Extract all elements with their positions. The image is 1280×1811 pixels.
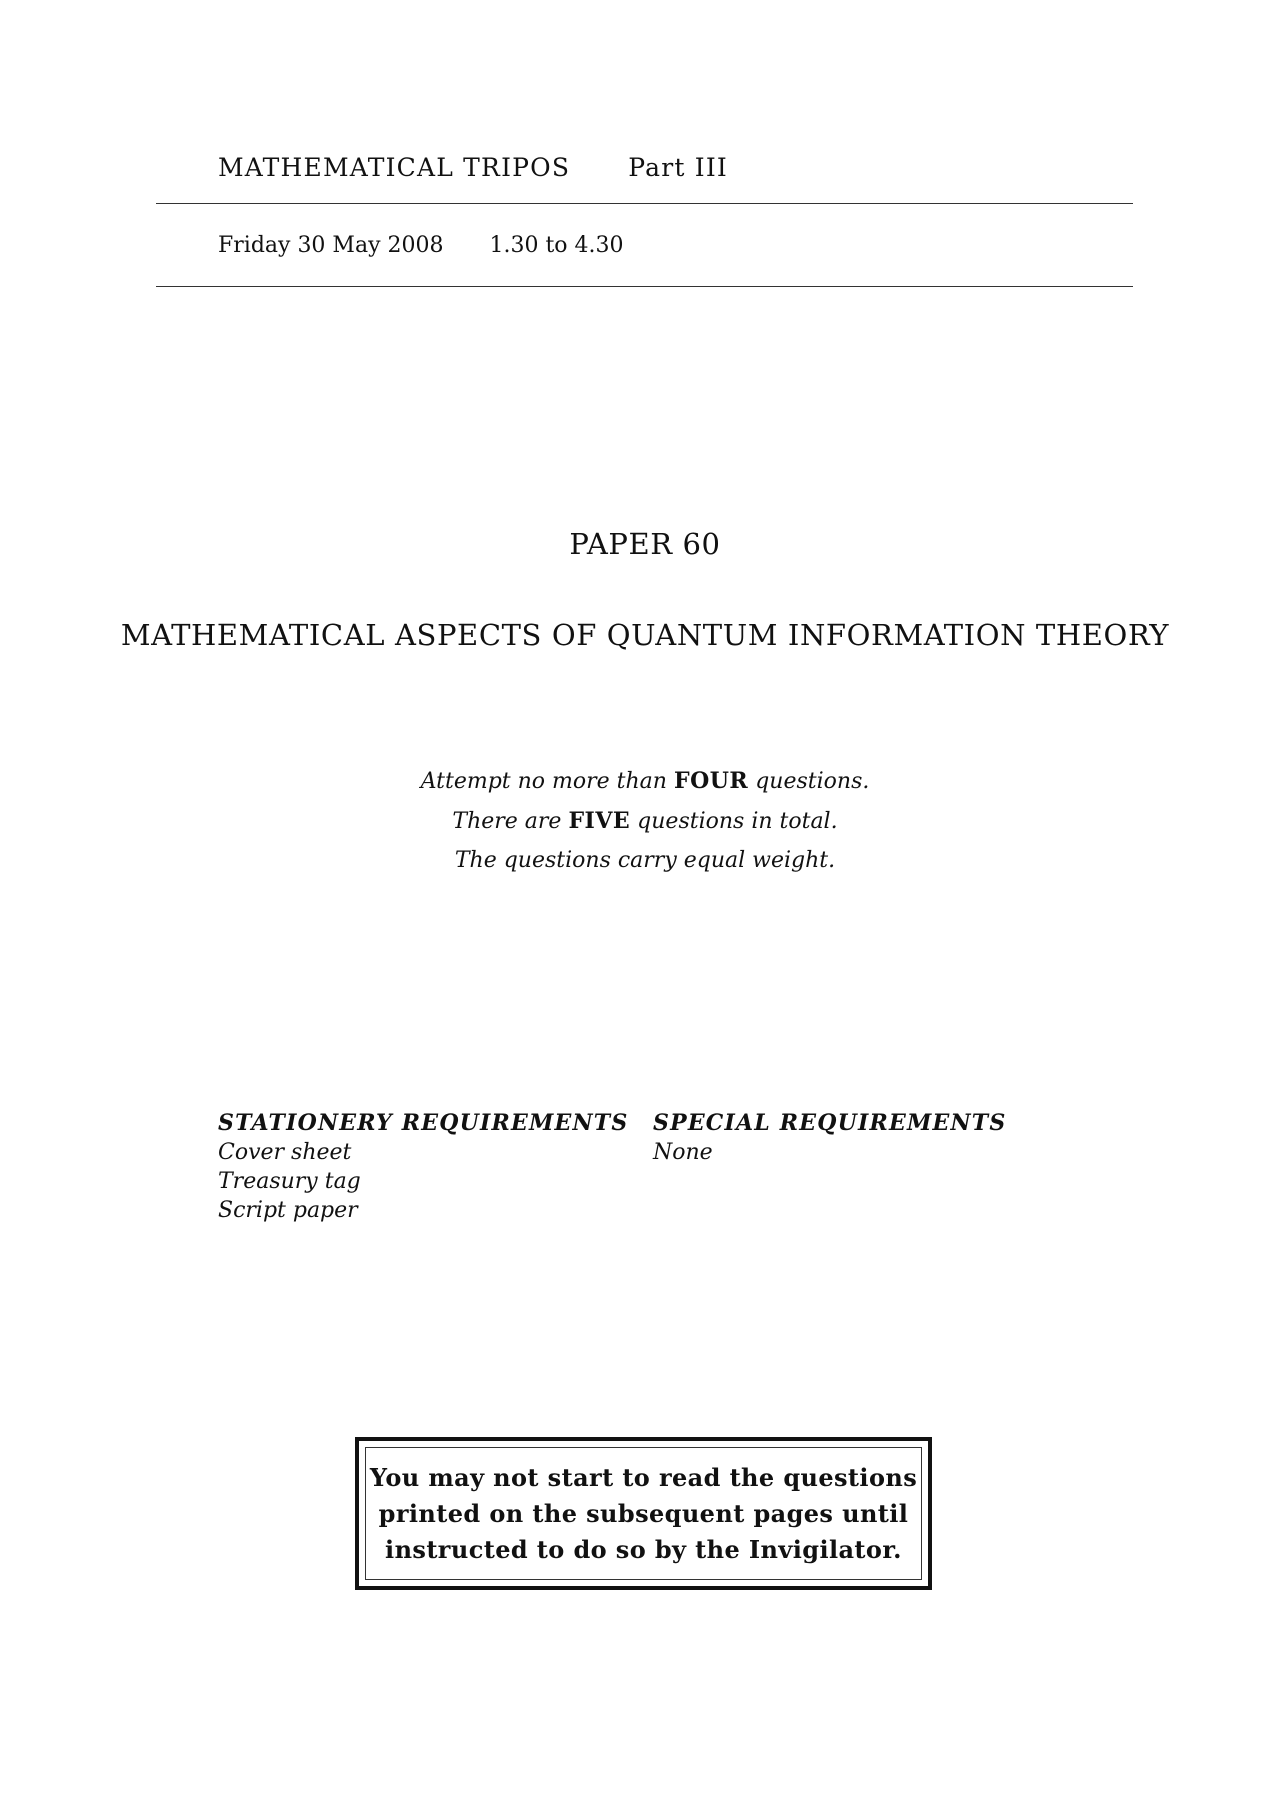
paper-number: PAPER 60: [569, 527, 721, 561]
instruction-text: questions.: [748, 769, 870, 794]
notice-line: instructed to do so by the Invigilator.: [385, 1534, 902, 1564]
instruction-text: questions in total.: [630, 809, 838, 834]
invigilator-notice-box: [355, 1437, 932, 1590]
instruction-line: [0, 808, 1280, 834]
special-item: None: [653, 1140, 713, 1165]
header-divider-bottom: [156, 286, 1133, 287]
stationery-heading: STATIONERY REQUIREMENTS: [218, 1110, 629, 1136]
tripos-title: MATHEMATICAL TRIPOS: [218, 153, 571, 182]
notice-inner-frame: [365, 1447, 922, 1580]
notice-line: printed on the subsequent pages until: [378, 1498, 909, 1528]
stationery-item: Cover sheet: [218, 1140, 352, 1165]
stationery-item: Treasury tag: [218, 1169, 361, 1194]
exam-header: [218, 153, 728, 182]
notice-text: [370, 1460, 917, 1568]
exam-time: 1.30 to 4.30: [489, 233, 624, 258]
stationery-item: Script paper: [218, 1198, 358, 1223]
instruction-text: The questions carry equal weight.: [454, 848, 836, 873]
instruction-text: There are: [452, 809, 569, 834]
paper-title: MATHEMATICAL ASPECTS OF QUANTUM INFORMATION THEORY: [120, 618, 1170, 652]
instruction-text: Attempt no more than: [420, 769, 674, 794]
tripos-part: Part III: [628, 153, 728, 182]
exam-date: Friday 30 May 2008: [218, 233, 444, 258]
notice-line: You may not start to read the questions: [369, 1462, 918, 1492]
instruction-line: [0, 768, 1280, 794]
instruction-emphasis: FIVE: [568, 808, 631, 834]
instruction-emphasis: FOUR: [673, 768, 749, 794]
exam-datetime: [218, 233, 624, 258]
instruction-line: [0, 848, 1280, 873]
header-divider-top: [156, 203, 1133, 204]
special-heading: SPECIAL REQUIREMENTS: [653, 1110, 1007, 1136]
